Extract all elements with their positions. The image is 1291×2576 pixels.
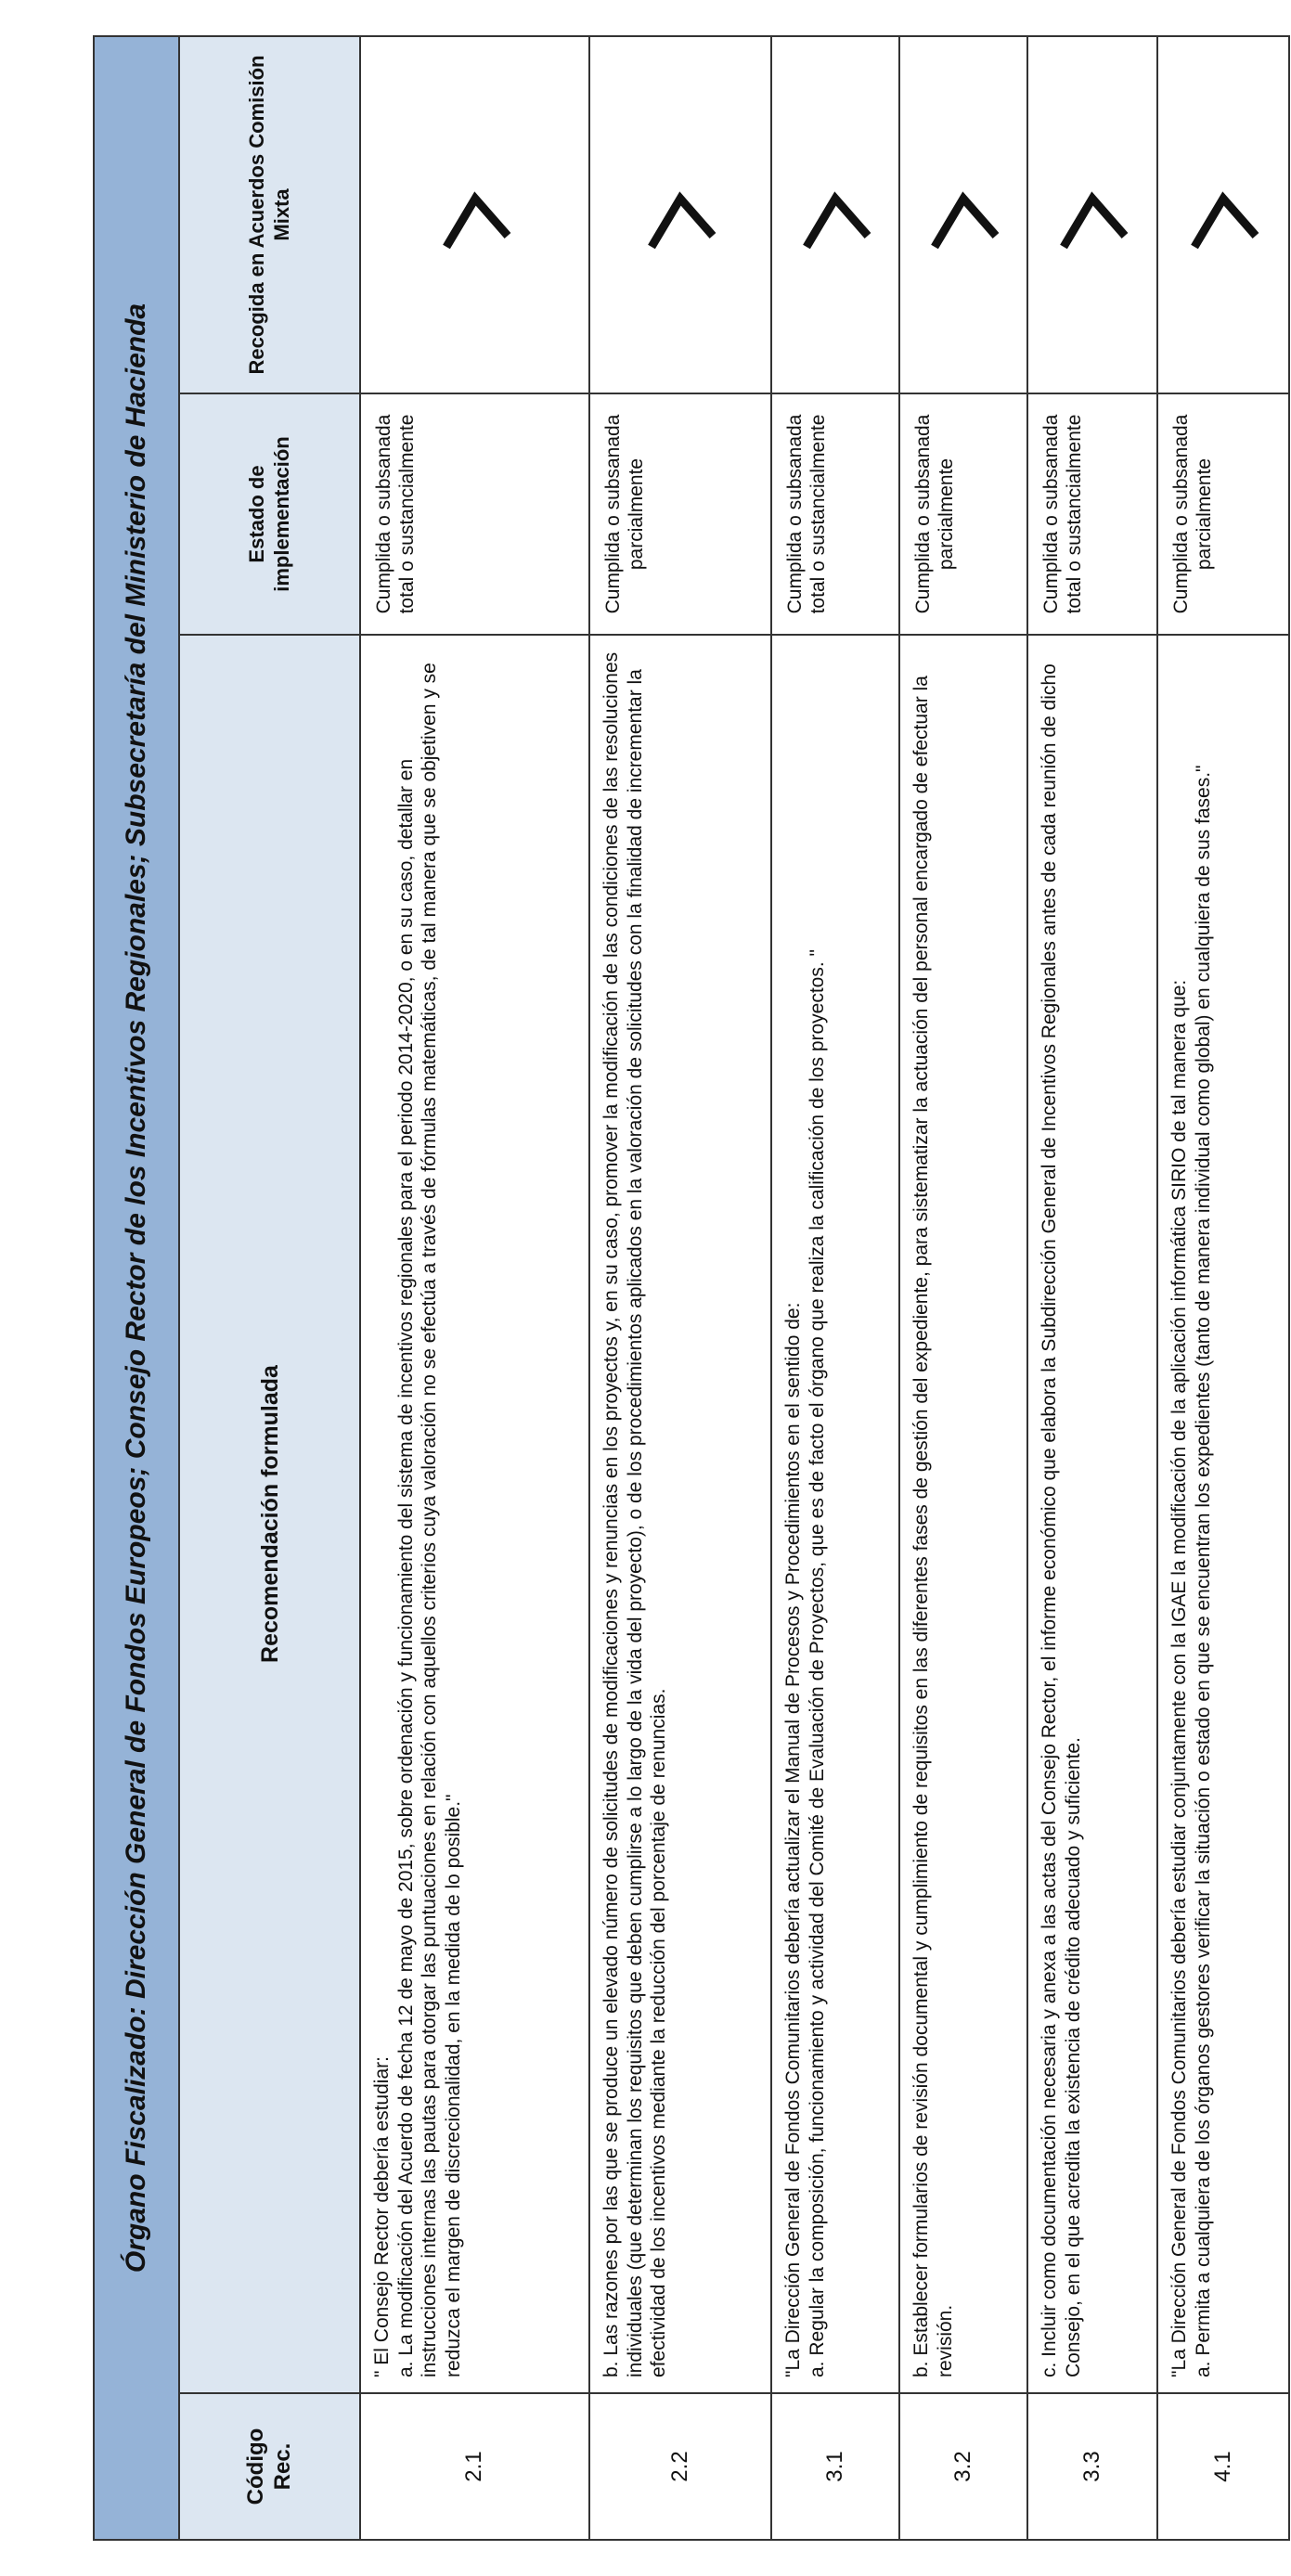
row-agreement xyxy=(900,37,1026,393)
row-agreement xyxy=(772,37,898,393)
recommendations-table xyxy=(93,35,1290,2541)
row-recommendation: " El Consejo Rector debería estudiar: a. La modificación del Acuerdo de fecha 12 de mayo de 2015, sobre ordenación y funcionamiento del sistema de incentivos regionales para el periodo 2014-2020, o en su caso, detallar en instrucciones internas las pautas para otorgar las puntuaciones en relación con aquellos criterios cuya valoración no se efectúa a través de fórmulas matemáticas, de tal manera que se objetiven y se reduzca el margen de discrecionalidad, en la medida de lo posible." xyxy=(361,634,588,2392)
row-status: Cumplida o subsanada parcialmente xyxy=(590,393,770,634)
row-status: Cumplida o subsanada total o sustancialmente xyxy=(361,393,588,634)
row-code: 2.1 xyxy=(361,2392,588,2539)
table-row xyxy=(772,37,900,2539)
row-code: 3.3 xyxy=(1028,2392,1156,2539)
check-icon xyxy=(922,174,1005,257)
check-icon xyxy=(433,174,517,257)
check-icon xyxy=(1181,174,1265,257)
organ-banner: Órgano Fiscalizado: Dirección General de Fondos Europeos; Consejo Rector de los Incentivos Regionales; Subsecretaría del Ministerio de Hacienda xyxy=(95,37,180,2539)
header-agreements: Recogida en Acuerdos Comisión Mixta xyxy=(245,55,293,375)
row-status: Cumplida o subsanada parcialmente xyxy=(900,393,1026,634)
header-code: Código Rec. xyxy=(180,2392,359,2539)
table-row xyxy=(361,37,590,2539)
row-code: 3.1 xyxy=(772,2392,898,2539)
row-agreement xyxy=(361,37,588,393)
row-agreement xyxy=(1158,37,1288,393)
row-recommendation: b. Establecer formularios de revisión documental y cumplimiento de requisitos en las diferentes fases de gestión del expediente, para sistematizar la actuación del personal encargado de efectuar la revisión. xyxy=(900,634,1026,2392)
header-status: Estado de implementación xyxy=(180,393,359,634)
row-recommendation: "La Dirección General de Fondos Comunitarios debería estudiar conjuntamente con la IGAE la modificación de la aplicación informática SIRIO de tal manera que: a. Permita a cualquiera de los órganos gestores verificar la situación o estado en que se encuentran los expedientes (tanto de manera individual como global) en cualquiera de sus fases." xyxy=(1158,634,1288,2392)
table-row xyxy=(1158,37,1288,2539)
row-agreement xyxy=(1028,37,1156,393)
check-icon xyxy=(639,174,722,257)
row-code: 2.2 xyxy=(590,2392,770,2539)
table-row xyxy=(590,37,772,2539)
check-icon xyxy=(794,174,877,257)
row-code: 4.1 xyxy=(1158,2392,1288,2539)
table-row xyxy=(1028,37,1158,2539)
row-recommendation: c. Incluir como documentación necesaria y anexa a las actas del Consejo Rector, el informe económico que elabora la Subdirección General de Incentivos Regionales antes de cada reunión de dicho Consejo, en el que acredita la existencia de crédito adecuado y suficiente. xyxy=(1028,634,1156,2392)
table-rotated-wrapper xyxy=(93,35,1290,2541)
row-recommendation: "La Dirección General de Fondos Comunitarios debería actualizar el Manual de Procesos y Procedimientos en el sentido de: a. Regular la composición, funcionamiento y actividad del Comité de Evaluación de Proyectos, que es de facto el órgano que realiza la calificación de los proyectos. " xyxy=(772,634,898,2392)
row-status: Cumplida o subsanada total o sustancialmente xyxy=(1028,393,1156,634)
table-row xyxy=(900,37,1028,2539)
row-status: Cumplida o subsanada parcialmente xyxy=(1158,393,1288,634)
row-agreement xyxy=(590,37,770,393)
header-recommendation: Recomendación formulada xyxy=(180,634,359,2392)
check-icon xyxy=(1051,174,1134,257)
table-header-row xyxy=(180,37,361,2539)
row-code: 3.2 xyxy=(900,2392,1026,2539)
row-status: Cumplida o subsanada total o sustancialmente xyxy=(772,393,898,634)
row-recommendation: b. Las razones por las que se produce un elevado número de solicitudes de modificaciones y renuncias en los proyectos y, en su caso, promover la modificación de las condiciones de las resoluciones individuales (que determinan los requisitos que deben cumplirse a lo largo de la vida del proyecto), o de los procedimientos aplicados en la valoración de solicitudes con la finalidad de incrementar la efectividad de los incentivos mediante la reducción del porcentaje de renuncias. xyxy=(590,634,770,2392)
